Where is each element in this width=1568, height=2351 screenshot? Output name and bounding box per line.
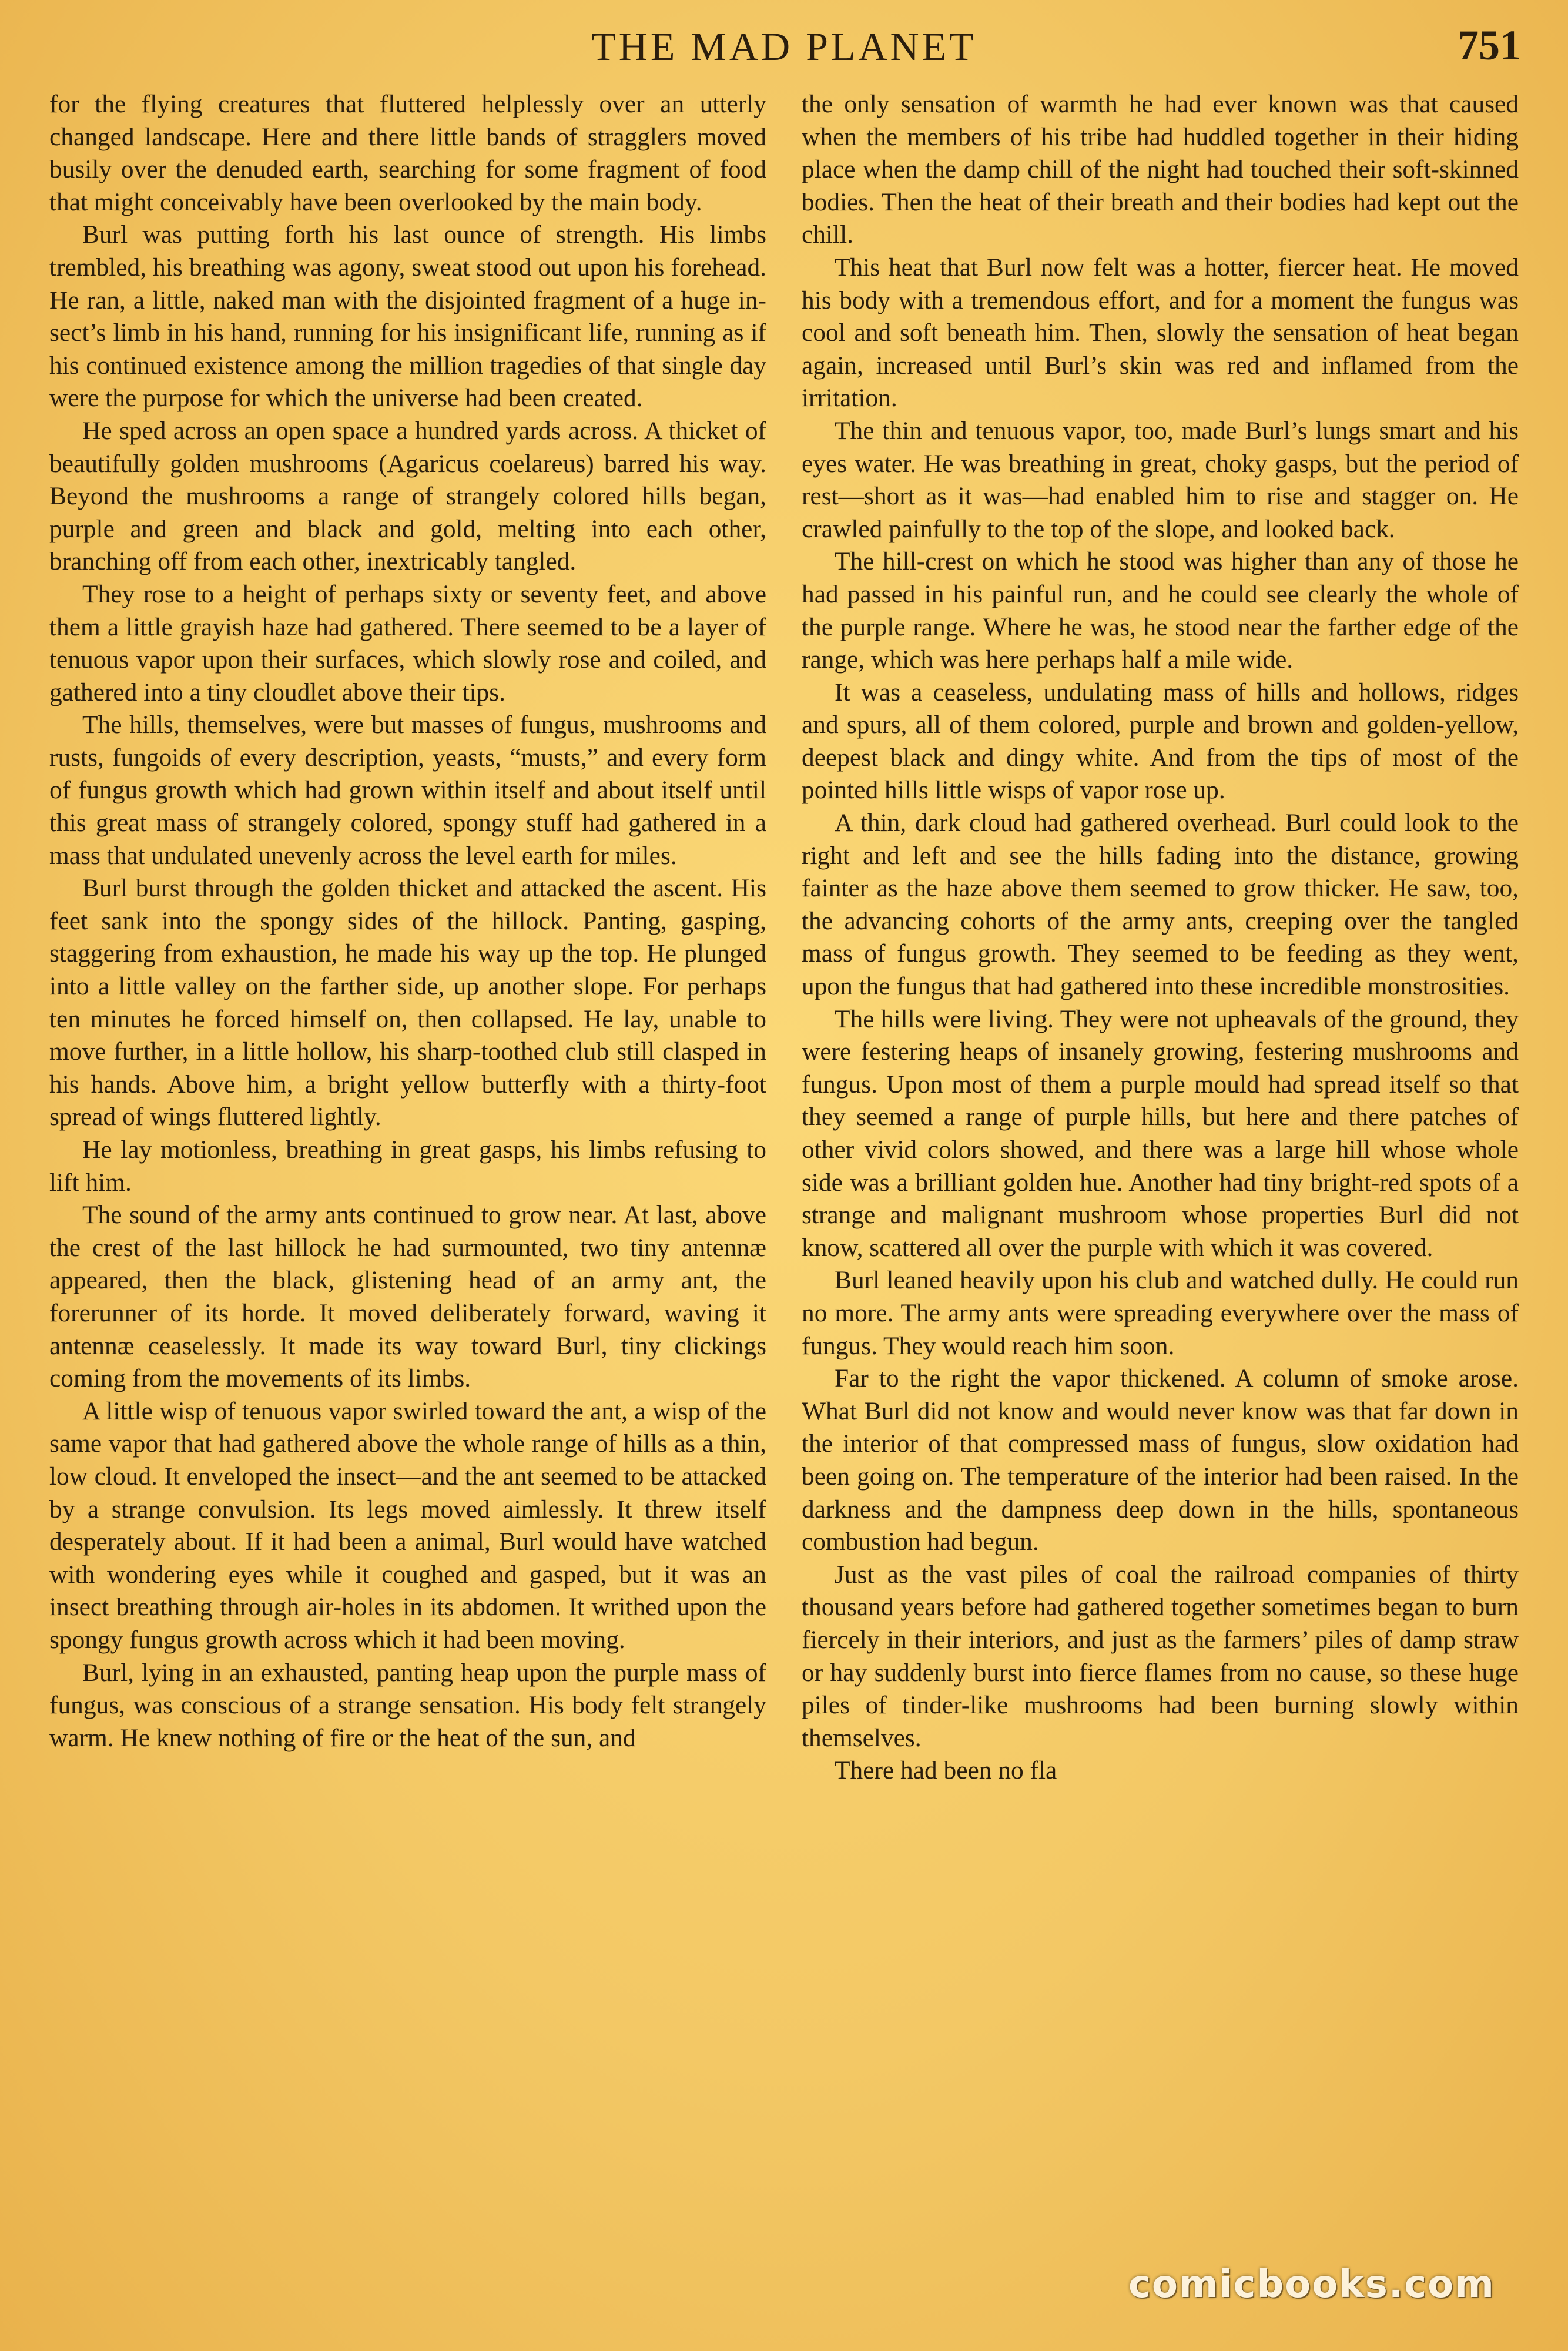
paragraph: the only sensation of warmth he had ever known was that caused when the members of his tribe had huddled together in their hiding place when the damp chill of the night had touched their soft-skinned bodies. Then the heat of their breath and their bodies had kept out the chill.	[802, 90, 1519, 249]
watermark: comicbooks.com	[1128, 2263, 1495, 2306]
page-number: 751	[1458, 22, 1521, 69]
paragraph: Just as the vast piles of coal the railroad companies of thirty thousand years before had gathered together sometimes began to burn fiercely in their interiors, and just as the farmers’ piles of damp straw or hay suddenly burst into fierce flames from no cause, so these huge piles of tinder-like mushrooms had been burning slowly within themselves.	[802, 1560, 1519, 1752]
paragraph: They rose to a height of perhaps sixty or seventy feet, and above them a little grayish haze had gathered. There seemed to be a layer of tenuous vapor upon their surfaces, which slowly rose and coiled, and gathered into a tiny cloudlet above their tips.	[49, 580, 766, 706]
paragraph: for the flying creatures that fluttered helplessly over an utterly changed landscape. Here and there little bands of stragglers moved busily over the denuded earth, searching for some fragment of food that might conceivably have been overlooked by the main body.	[49, 90, 766, 216]
paragraph: Far to the right the vapor thickened. A column of smoke arose. What Burl did not know and would never know was that far down in the interior of that compressed mass of fungus, slow oxidation had been going on. The temperature of the interior had been raised. In the darkness and the dampness deep down in the hills, spontaneous combustion had begun.	[802, 1364, 1519, 1556]
paragraph: The hills were living. They were not upheavals of the ground, they were festering heaps of insanely growing, festering mushrooms and fungus. Upon most of them a purple mould had spread itself so that they seemed a range of purple hills, but here and there patches of other vivid colors showed, and there was a large hill whose whole side was a brilliant golden hue. Another had tiny bright-red spots of a strange and malignant mushroom whose properties Burl did not know, scattered all over the purple with which it was covered.	[802, 1004, 1519, 1262]
paragraph: A little wisp of tenuous vapor swirled toward the ant, a wisp of the same vapor that had gathered above the whole range of hills as a thin, low cloud. It enveloped the insect—and the ant seemed to be attacked by a strange convulsion. Its legs moved aimlessly. It threw itself desperately about. If it had been a animal, Burl would have watched with wondering eyes while it coughed and gasped, but it was an insect breathing through air-holes in its abdomen. It writhed upon the spongy fungus growth across which it had been moving.	[49, 1396, 766, 1654]
paragraph: Burl, lying in an exhausted, panting heap upon the purple mass of fungus, was conscious of a strange sensation. His body felt strangely warm. He knew nothing of fire or the heat of the sun, and	[49, 1658, 766, 1752]
paragraph: The hill-crest on which he stood was higher than any of those he had passed in his painful run, and he could see clearly the whole of the purple range. Where he was, he stood near the farther edge of the range, which was here perhaps half a mile wide.	[802, 547, 1519, 674]
paragraph: This heat that Burl now felt was a hotter, fiercer heat. He moved his body with a tremendous effort, and for a moment the fungus was cool and soft beneath him. Then, slowly the sensation of heat began again, increased until Burl’s skin was red and inflamed from the irritation.	[802, 253, 1519, 413]
paragraph: There had been no fla	[835, 1756, 1057, 1785]
paragraph: Burl was putting forth his last ounce of strength. His limbs trembled, his breathing was agony, sweat stood out upon his forehead. He ran, a little, naked man with the disjointed fragment of a huge insect’s limb in his hand, running for his insignificant life, running as if his continued existence among the million tragedies of that single day were the purpose for which the universe had been created.	[49, 220, 766, 413]
paragraph: Burl burst through the golden thicket and attacked the ascent. His feet sank into the spongy sides of the hillock. Panting, gasping, staggering from exhaustion, he made his way up the top. He plunged into a little valley on the farther side, up another slope. For perhaps ten minutes he forced himself on, then collapsed. He lay, unable to move further, in a little hollow, his sharp-toothed club still clasped in his hands. Above him, a bright yellow butterfly with a thirty-foot spread of wings fluttered lightly.	[49, 874, 766, 1131]
paragraph: He sped across an open space a hundred yards across. A thicket of beautifully golden mushrooms (Agaricus coelareus) barred his way. Beyond the mushrooms a range of strangely colored hills began, purple and green and black and gold, melting into each other, branching off from each other, inextricably tangled.	[49, 416, 766, 576]
paragraph: It was a ceaseless, undulating mass of hills and hollows, ridges and spurs, all of them colored, purple and brown and golden-yellow, deepest black and dingy white. And from the tips of most of the pointed hills little wisps of vapor rose up.	[802, 678, 1519, 805]
left-column	[49, 88, 766, 1754]
paragraph: The thin and tenuous vapor, too, made Burl’s lungs smart and his eyes water. He was breathing in great, choky gasps, but the period of rest—short as it was—had enabled him to rise and stagger on. He crawled painfully to the top of the slope, and looked back.	[802, 416, 1519, 543]
paragraph: The sound of the army ants continued to grow near. At last, above the crest of the last hillock he had surmounted, two tiny antennæ appeared, then the black, glistening head of an army ant, the forerunner of its horde. It moved deliberately forward, waving it antennæ ceaselessly. It made its way toward Burl, tiny clickings coming from the movements of its limbs.	[49, 1201, 766, 1393]
paragraph: He lay motionless, breathing in great gasps, his limbs refusing to lift him.	[49, 1136, 766, 1197]
page-header	[47, 16, 1521, 81]
paragraph: The hills, themselves, were but masses of fungus, mushrooms and rusts, fungoids of every description, yeasts, “musts,” and every form of fungus growth which had grown within itself and about itself until this great mass of strangely colored, spongy stuff had gathered in a mass that undulated unevenly across the level earth for miles.	[49, 711, 766, 870]
running-title: THE MAD PLANET	[591, 24, 977, 69]
right-column	[802, 88, 1519, 1787]
paragraph: Burl leaned heavily upon his club and watched dully. He could run no more. The army ants were spreading everywhere over the mass of fungus. They would reach him soon.	[802, 1266, 1519, 1360]
paragraph: A thin, dark cloud had gathered overhead. Burl could look to the right and left and see the hills fading into the distance, growing fainter as the haze above them seemed to grow thicker. He saw, too, the advancing cohorts of the army ants, creeping over the tangled mass of fungus growth. They seemed to be feeding as they went, upon the fungus that had gathered into these incredible monstrosities.	[802, 809, 1519, 1001]
